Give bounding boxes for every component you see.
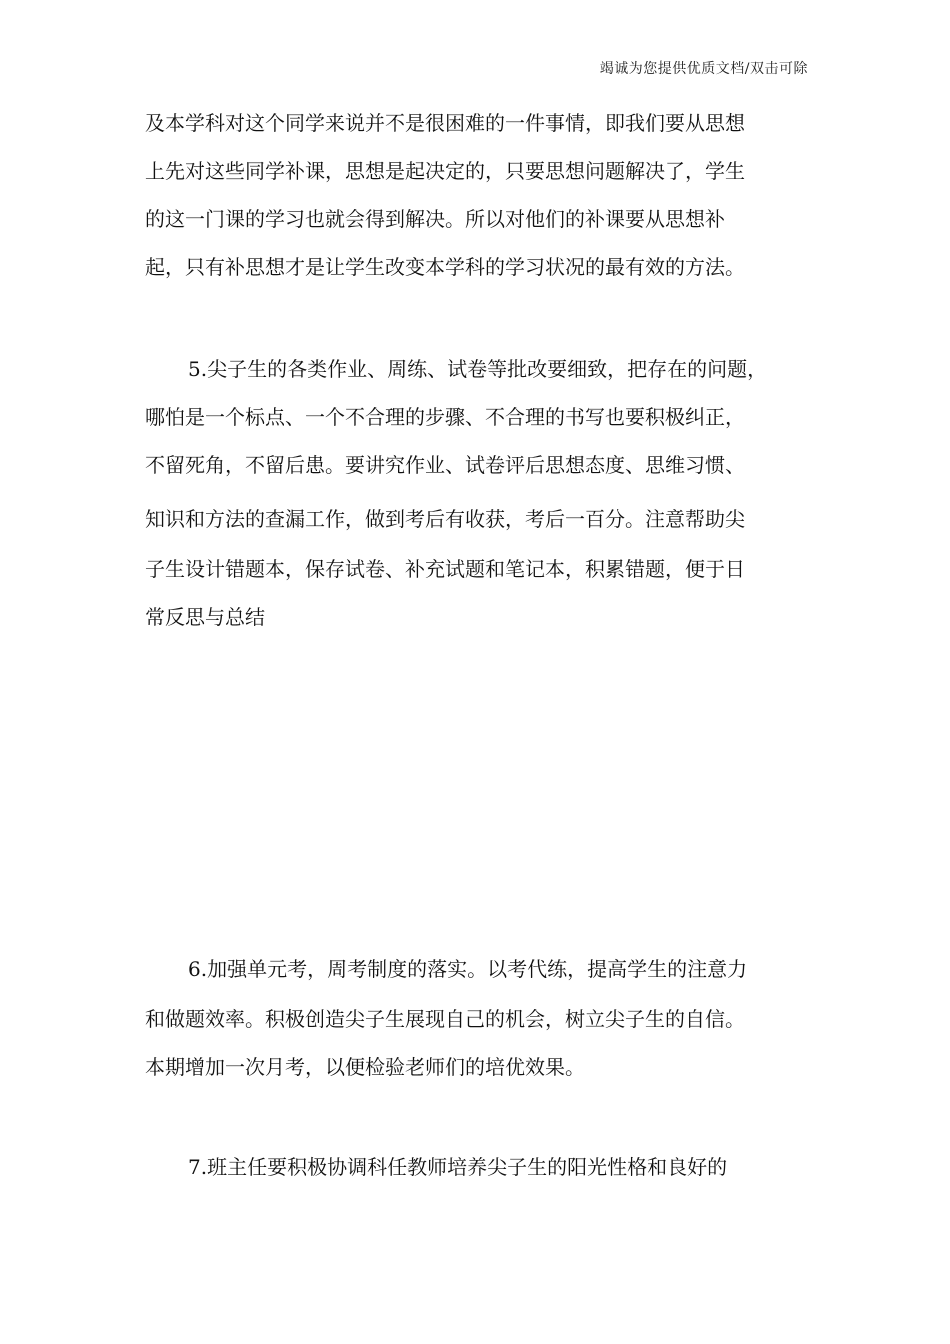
paragraph-1-line-1: 及本学科对这个同学来说并不是很困难的一件事情，即我们要从思想 — [145, 111, 745, 135]
paragraph-5-line-5: 子生设计错题本，保存试卷、补充试题和笔记本，积累错题，便于日 — [145, 557, 745, 581]
paragraph-5-line-6: 常反思与总结 — [145, 605, 265, 629]
paragraph-6-line-2: 和做题效率。积极创造尖子生展现自己的机会，树立尖子生的自信。 — [145, 1007, 745, 1031]
paragraph-5-line-1: 5.尖子生的各类作业、周练、试卷等批改要细致，把存在的问题， — [188, 357, 768, 381]
paragraph-1-line-4: 起，只有补思想才是让学生改变本学科的学习状况的最有效的方法。 — [145, 255, 745, 279]
paragraph-5-line-4: 知识和方法的查漏工作，做到考后有收获，考后一百分。注意帮助尖 — [145, 507, 745, 531]
paragraph-6-line-3: 本期增加一次月考，以便检验老师们的培优效果。 — [145, 1055, 585, 1079]
paragraph-5-line-3: 不留死角，不留后患。要讲究作业、试卷评后思想态度、思维习惯、 — [145, 453, 745, 477]
header-note: 竭诚为您提供优质文档/双击可除 — [599, 61, 808, 77]
paragraph-6-line-1: 6.加强单元考，周考制度的落实。以考代练，提高学生的注意力 — [188, 957, 748, 981]
paragraph-1-line-2: 上先对这些同学补课，思想是起决定的，只要思想问题解决了，学生 — [145, 159, 745, 183]
paragraph-1-line-3: 的这一门课的学习也就会得到解决。所以对他们的补课要从思想补 — [145, 207, 725, 231]
paragraph-7-line-1: 7.班主任要积极协调科任教师培养尖子生的阳光性格和良好的 — [188, 1155, 728, 1179]
paragraph-5-line-2: 哪怕是一个标点、一个不合理的步骤、不合理的书写也要积极纠正， — [145, 405, 745, 429]
